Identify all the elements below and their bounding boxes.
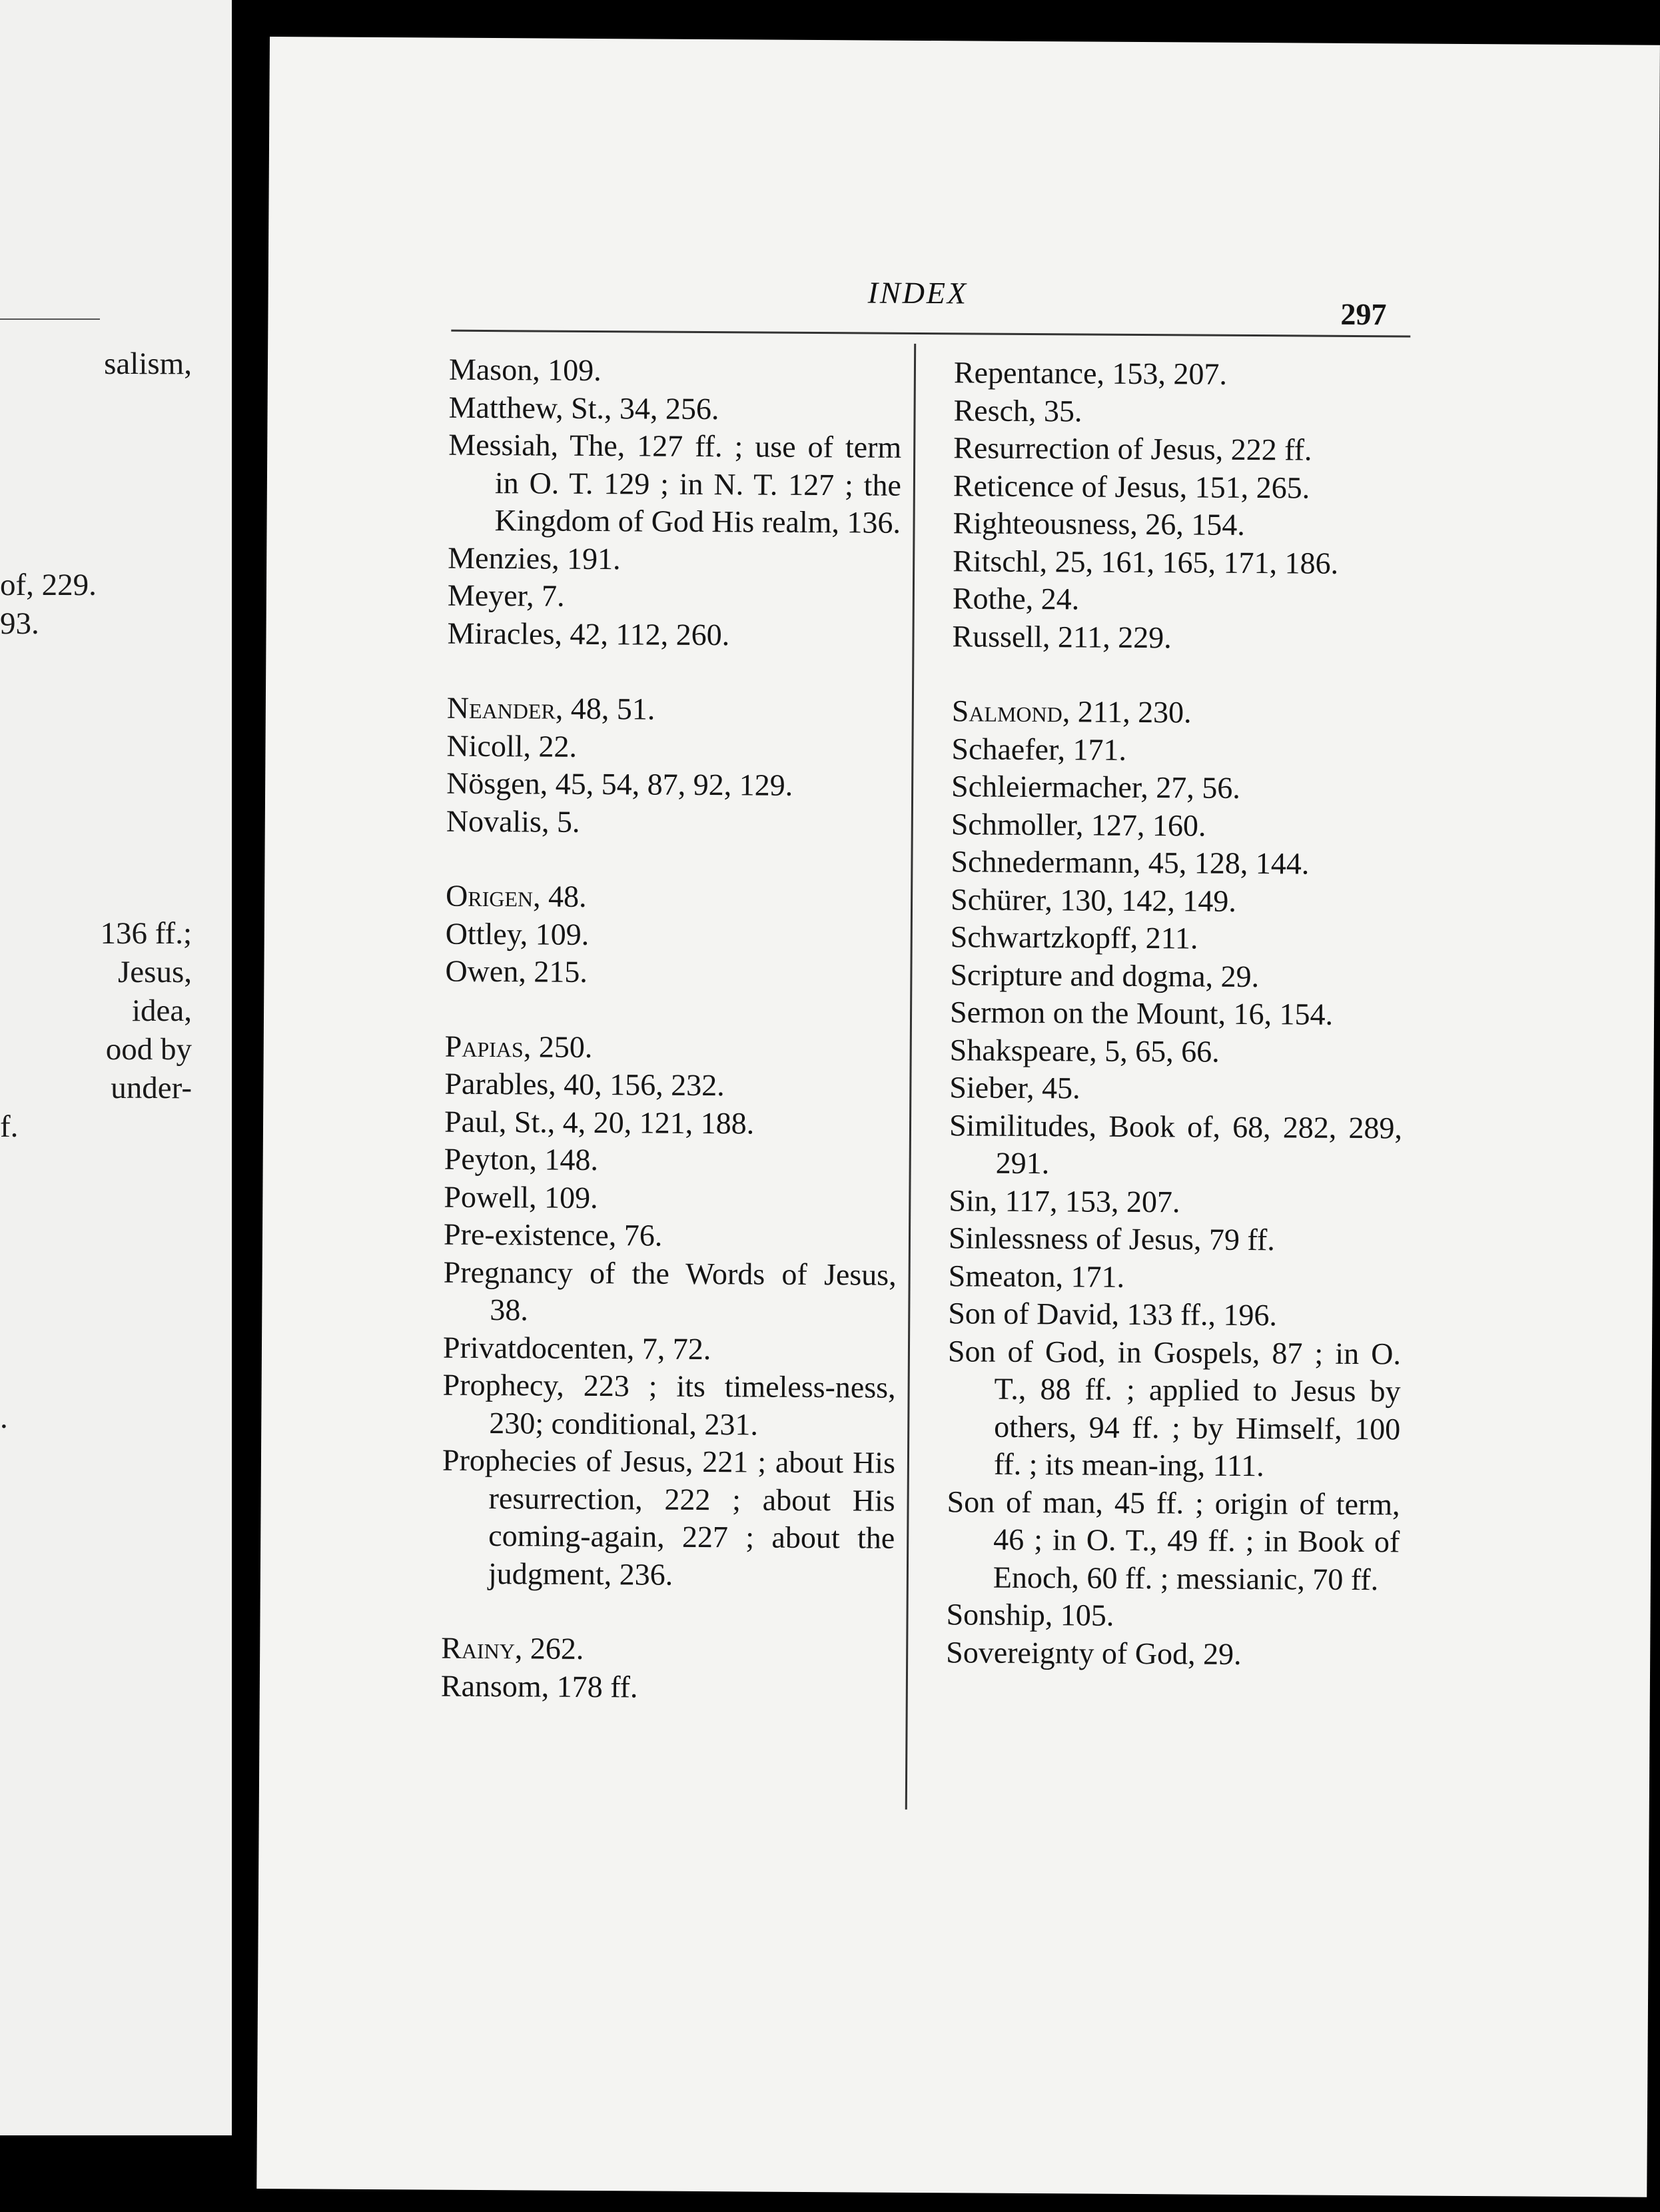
- index-entry-text: Sin, 117, 153, 207.: [949, 1183, 1180, 1219]
- index-entry-text: Son of man, 45 ff. ; origin of term, 46 ; in O. T., 49 ff. ; in Book of Enoch, 60 ff. ; messianic, 70 ff.: [947, 1484, 1400, 1596]
- index-entry-text: Schaefer, 171.: [951, 731, 1127, 767]
- letter-group-gap: [447, 652, 900, 692]
- index-entry-text: Matthew, St., 34, 256.: [448, 390, 719, 426]
- index-entry-text: Sinlessness of Jesus, 79 ff.: [948, 1221, 1275, 1257]
- index-entry-text: Prophecy, 223 ; its timeless-ness, 230; conditional, 231.: [442, 1367, 896, 1442]
- column-divider: [905, 344, 916, 1810]
- index-column-left: [441, 351, 902, 1708]
- index-entry: [948, 1295, 1401, 1335]
- index-entry: [950, 956, 1403, 997]
- index-entry: [952, 618, 1405, 658]
- index-entry-text: Similitudes, Book of, 68, 282, 289, 291.: [949, 1107, 1403, 1181]
- index-entry: [953, 504, 1406, 545]
- index-entry-text: Powell, 109.: [444, 1179, 598, 1215]
- index-entry: [444, 1178, 897, 1219]
- index-entry: [954, 354, 1407, 394]
- index-entry-text: Repentance, 153, 207.: [953, 355, 1228, 391]
- index-entry: [951, 768, 1404, 808]
- letter-group-gap: [445, 990, 898, 1030]
- index-entry: [946, 1596, 1399, 1636]
- index-entry-heading: Papias: [444, 1029, 524, 1063]
- index-entry-heading: Salmond: [951, 694, 1063, 729]
- index-entry: [447, 690, 900, 730]
- index-entry: [446, 915, 899, 955]
- index-entry: [448, 388, 901, 429]
- header-rule: [451, 330, 1410, 338]
- page-number: 297: [1340, 296, 1387, 332]
- index-entry-text: Pre-existence, 76.: [443, 1217, 663, 1253]
- index-entry-text: Meyer, 7.: [447, 578, 565, 613]
- index-entry-text: Schleiermacher, 27, 56.: [951, 769, 1241, 805]
- letter-group-gap: [952, 655, 1405, 695]
- page-title: INDEX: [867, 275, 969, 310]
- index-entry: [445, 953, 898, 993]
- index-entry: [950, 993, 1403, 1034]
- index-entry-text: Ransom, 178 ff.: [440, 1668, 638, 1704]
- index-entry: [441, 1667, 894, 1708]
- index-entry: [949, 1219, 1402, 1260]
- index-entry-text: , 48, 51.: [555, 691, 655, 726]
- index-entry: [952, 692, 1405, 733]
- letter-group-gap: [441, 1592, 894, 1632]
- index-entry: [946, 1634, 1399, 1674]
- index-entry: [448, 539, 901, 580]
- index-entry: [950, 1031, 1403, 1072]
- index-entry: [442, 1442, 895, 1595]
- facing-page-fragment: ood by: [105, 1032, 192, 1067]
- index-entry-text: , 250.: [523, 1029, 593, 1064]
- index-entry-text: , 48.: [532, 879, 587, 913]
- letter-group-gap: [446, 840, 899, 880]
- facing-page-fragment: under-: [111, 1071, 192, 1105]
- facing-page: [0, 0, 232, 2135]
- index-entry-heading: Neander: [446, 690, 556, 726]
- index-entry: [953, 467, 1406, 508]
- index-entry-text: Sovereignty of God, 29.: [946, 1634, 1242, 1671]
- index-entry-text: Sermon on the Mount, 16, 154.: [949, 995, 1334, 1031]
- index-entry-text: Privatdocenten, 7, 72.: [442, 1330, 711, 1366]
- index-entry-heading: Origen: [445, 878, 534, 913]
- index-entry: [951, 806, 1404, 846]
- index-entry: [448, 577, 901, 618]
- index-entry: [449, 351, 902, 392]
- index-entry-text: Sieber, 45.: [949, 1070, 1080, 1105]
- index-entry-text: Resurrection of Jesus, 222 ff.: [953, 430, 1312, 467]
- index-entry: [444, 1065, 897, 1106]
- index-entry: [951, 881, 1404, 921]
- index-entry-text: Schmoller, 127, 160.: [951, 806, 1206, 843]
- index-entry: [446, 802, 899, 843]
- index-entry-text: Parables, 40, 156, 232.: [444, 1066, 725, 1103]
- index-entry-text: Schürer, 130, 142, 149.: [950, 881, 1236, 918]
- index-entry: [951, 918, 1404, 959]
- index-entry-text: Shakspeare, 5, 65, 66.: [949, 1032, 1220, 1069]
- index-entry-text: Pregnancy of the Words of Jesus, 38.: [443, 1255, 897, 1327]
- index-entry: [953, 542, 1406, 583]
- index-entry-text: Schwartzkopff, 211.: [950, 919, 1198, 955]
- facing-page-fragment: idea,: [131, 993, 192, 1028]
- index-entry-text: Son of David, 133 ff., 196.: [948, 1296, 1278, 1333]
- index-entry-text: , 211, 230.: [1062, 694, 1192, 730]
- index-entry-text: Sonship, 105.: [946, 1597, 1114, 1632]
- index-entry: [444, 1216, 897, 1257]
- index-entry: [441, 1630, 894, 1670]
- index-entry: [446, 877, 899, 918]
- index-entry-text: Mason, 109.: [448, 352, 602, 388]
- index-entry: [447, 614, 900, 655]
- index-entry-text: Rothe, 24.: [952, 581, 1080, 616]
- index-entry-text: Righteousness, 26, 154.: [953, 506, 1245, 542]
- index-page: [256, 37, 1660, 2197]
- index-entry-text: Scripture and dogma, 29.: [950, 957, 1260, 993]
- index-entry: [949, 1069, 1402, 1109]
- index-entry-text: Resch, 35.: [953, 392, 1082, 428]
- index-entry-text: Novalis, 5.: [446, 804, 580, 839]
- index-entry-text: , 262.: [514, 1631, 584, 1666]
- facing-page-fragment: of, 229.: [0, 568, 97, 602]
- index-entry-text: Prophecies of Jesus, 221 ; about His resurrection, 222 ; about His coming-again, 227 ; about the judgment, 236.: [442, 1442, 896, 1592]
- index-entry: [448, 426, 901, 542]
- index-entry: [948, 1257, 1401, 1298]
- index-entry-text: Russell, 211, 229.: [952, 618, 1172, 654]
- index-entry: [949, 1182, 1402, 1223]
- index-entry: [444, 1141, 897, 1181]
- index-entry-text: Reticence of Jesus, 151, 265.: [953, 468, 1310, 505]
- index-entry-text: Ritschl, 25, 161, 165, 171, 186.: [953, 543, 1339, 580]
- facing-page-fragment: Jesus,: [118, 955, 192, 989]
- index-entry-text: Paul, St., 4, 20, 121, 188.: [444, 1104, 755, 1140]
- index-entry-text: Nösgen, 45, 54, 87, 92, 129.: [446, 766, 793, 802]
- index-entry: [953, 580, 1406, 620]
- index-column-right: [946, 354, 1407, 1674]
- index-entry-heading: Rainy: [441, 1630, 516, 1666]
- facing-page-fragment: f.: [0, 1109, 19, 1144]
- index-entry-text: Messiah, The, 127 ff. ; use of term in O. T. 129 ; in N. T. 127 ; the Kingdom of God His realm, 136.: [448, 427, 902, 540]
- index-entry: [444, 1103, 897, 1143]
- index-entry-text: Smeaton, 171.: [948, 1258, 1125, 1294]
- index-entry: [443, 1253, 897, 1331]
- index-entry: [446, 727, 899, 768]
- index-entry-text: Son of God, in Gospels, 87 ; in O. T., 88 ff. ; applied to Jesus by others, 94 ff. ; by Himself, 100 ff. ; its mean-ing, 111.: [947, 1333, 1402, 1483]
- index-entry: [953, 429, 1406, 470]
- facing-page-fragment: 136 ff.;: [100, 916, 192, 951]
- index-entry: [442, 1367, 896, 1444]
- facing-page-rule: [0, 318, 100, 320]
- index-entry: [443, 1329, 896, 1369]
- index-entry-text: Nicoll, 22.: [446, 728, 578, 764]
- index-entry-text: Menzies, 191.: [448, 540, 621, 576]
- index-entry-text: Peyton, 148.: [444, 1141, 599, 1177]
- index-entry-text: Miracles, 42, 112, 260.: [447, 616, 730, 652]
- index-entry-text: Schnedermann, 45, 128, 144.: [951, 844, 1310, 881]
- index-entry: [949, 1107, 1403, 1185]
- index-entry: [951, 730, 1404, 771]
- index-entry: [947, 1333, 1401, 1486]
- facing-page-fragment: salism,: [104, 346, 192, 381]
- index-entry: [951, 843, 1404, 883]
- facing-page-fragment: .: [0, 1400, 8, 1435]
- index-entry: [953, 392, 1406, 432]
- index-entry-text: Ottley, 109.: [445, 916, 590, 951]
- facing-page-fragment: 93.: [0, 606, 39, 641]
- index-entry: [947, 1483, 1400, 1599]
- index-entry: [446, 765, 899, 806]
- index-entry: [445, 1027, 898, 1068]
- index-entry-text: Owen, 215.: [445, 953, 588, 989]
